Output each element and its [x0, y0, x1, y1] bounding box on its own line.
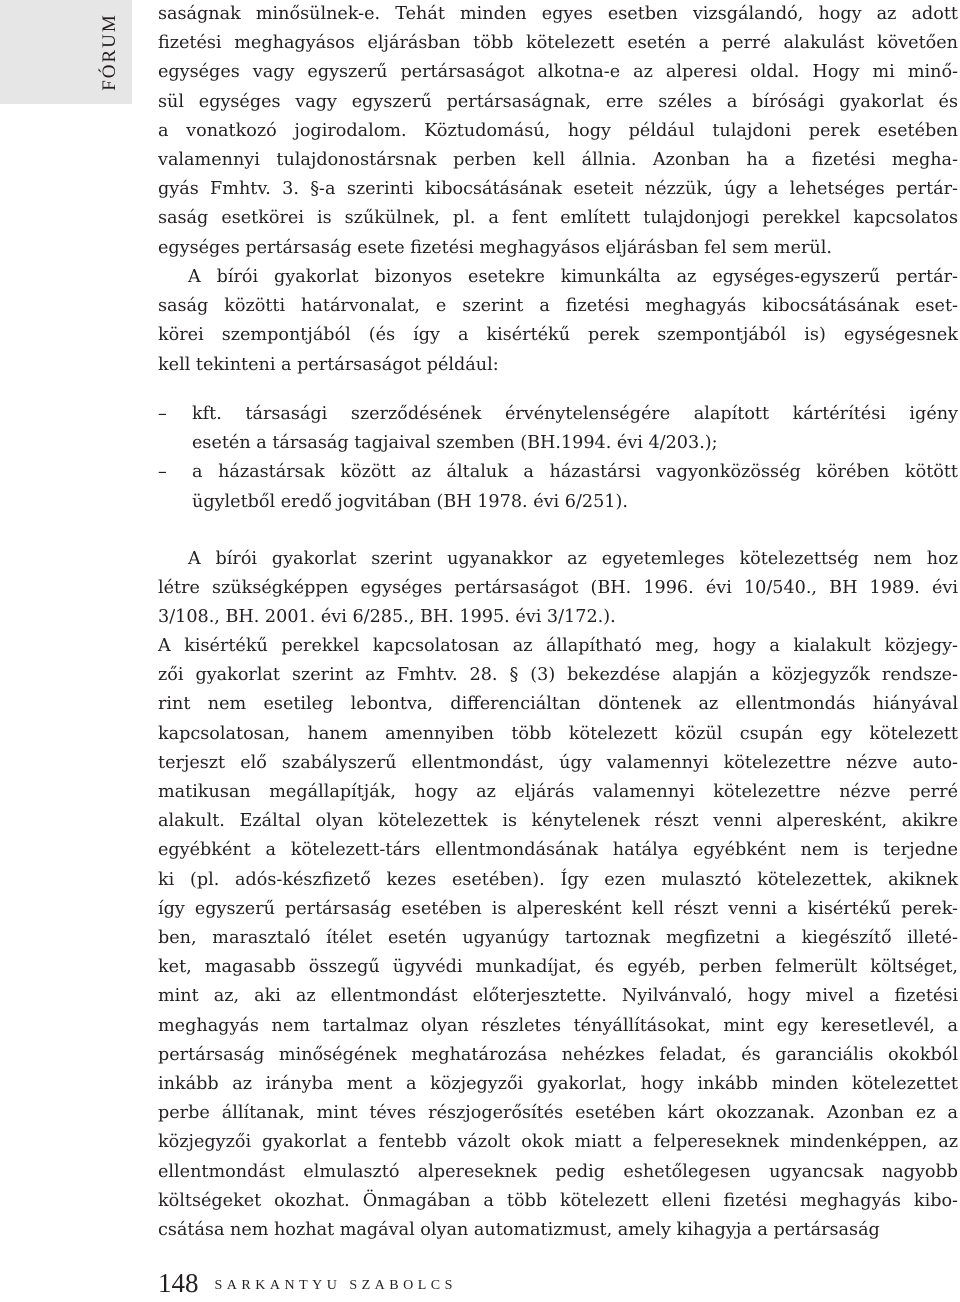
text-line: meghagyás nem tartalmaz olyan részletes tényállításokat, mint egy keresetlevél, a — [158, 1015, 958, 1036]
list-item — [158, 400, 958, 458]
paragraph-continued — [158, 0, 958, 263]
text-line: saság közötti határvonalat, e szerint a fizetési meghagyás kibocsátásának eset- — [158, 296, 958, 317]
text-line: valamennyi tulajdonostársnak perben kell állnia. Azonban ha a fizetési megha- — [158, 150, 958, 171]
paragraph-joint-liability — [158, 545, 958, 633]
text-line: A bírói gyakorlat szerint ugyanakkor az egyetemleges kötelezettség nem hoz — [188, 549, 958, 569]
text-line: költségeket okozhat. Önmagában a több kötelezett elleni fizetési meghagyás kibo- — [158, 1190, 958, 1211]
text-line: kell tekinteni a pertársaságot például: — [158, 354, 499, 375]
text-line: mint az, aki az ellentmondást előterjesztette. Nyilvánvaló, hogy mivel a fizetési — [158, 986, 958, 1007]
text-line: ket, magasabb összegű ügyvédi munkadíjat, és egyéb, perben felmerült költséget, — [158, 957, 958, 978]
text-line: pertársaság minőségének meghatározása nehézkes feladat, és garanciális okokból — [158, 1044, 958, 1065]
list-item-line: kft. társasági szerződésének érvénytelenségére alapított kártérítési igény — [192, 404, 958, 424]
text-line: saságnak minősülnek-e. Tehát minden egyes esetben vizsgálandó, hogy az adott — [158, 4, 958, 24]
section-tab-label: FÓRUM — [99, 13, 120, 91]
text-line: matikusan megállapítják, hogy az eljárás valamennyi kötelezettre nézve perré — [158, 782, 958, 803]
list-item-line: ügyletből eredő jogvitában (BH 1978. évi 6/251). — [192, 491, 628, 512]
text-line: saság esetkörei is szűkülnek, pl. a fent említett tulajdonjogi perekkel kapcsolatos — [158, 208, 958, 229]
paragraph-small-claims — [158, 632, 958, 1245]
page-footer — [158, 1268, 457, 1299]
list-item-line: esetén a társaság tagjaival szemben (BH.1994. évi 4/203.); — [192, 433, 718, 454]
text-line: egyébként a kötelezett-társ ellentmondásának hatálya egyébként nem is terjedne — [158, 840, 958, 861]
page-number: 148 — [158, 1268, 199, 1298]
text-line: létre szükségképpen egységes pertársaságot (BH. 1996. évi 10/540., BH 1989. évi — [158, 578, 958, 599]
text-line: így egyszerű pertársaság esetében is alperesként kell részt venni a kisértékű perek- — [158, 898, 958, 919]
text-line: körei szempontjából (és így a kisértékű perek szempontjából is) egységesnek — [158, 325, 958, 346]
list-dash: – — [158, 462, 167, 483]
text-line: közjegyzői gyakorlat a fentebb vázolt okok miatt a felpereseknek mindenképpen, az — [158, 1132, 958, 1153]
text-line: kapcsolatosan, hanem amennyiben több kötelezett közül csupán egy kötelezett — [158, 723, 958, 744]
text-line: ben, marasztaló ítélet esetén ugyanúgy tartoznak megfizetni a kiegészítő illeté- — [158, 928, 958, 949]
text-line: perbe állítanak, mint téves részjogerősítés esetében kárt okozzanak. Azonban ez a — [158, 1103, 958, 1124]
text-line: sül egységes vagy egyszerű pertársaságnak, erre széles a bírósági gyakorlat és — [158, 91, 958, 112]
text-line: egységes vagy egyszerű pertársaságot alkotna-e az alperesi oldal. Hogy mi minő- — [158, 62, 958, 83]
section-tab — [0, 0, 132, 104]
list-dash: – — [158, 404, 167, 424]
list-item-line: a házastársak között az általuk a házastársi vagyonközösség körében kötött — [192, 462, 958, 483]
text-line: 3/108., BH. 2001. évi 6/285., BH. 1995. évi 3/172.). — [158, 607, 616, 628]
text-line: inkább az irányba ment a közjegyzői gyakorlat, hogy inkább minden kötelezettet — [158, 1074, 958, 1095]
text-line: A bírói gyakorlat bizonyos esetekre kimunkálta az egységes-egyszerű pertár- — [188, 267, 958, 287]
case-list — [158, 400, 958, 517]
text-line: zői gyakorlat szerint az Fmhtv. 28. § (3) bekezdése alapján a közjegyzők rendsze- — [158, 665, 958, 686]
text-line: egységes pertársaság esete fizetési meghagyásos eljárásban fel sem merül. — [158, 237, 832, 258]
author-name: SARKANTYU SZABOLCS — [214, 1278, 457, 1293]
list-item — [158, 458, 958, 516]
text-line: rint nem esetileg lebontva, differenciáltan döntenek az ellentmondás hiányával — [158, 694, 958, 715]
text-line: ki (pl. adós-készfizető kezes esetében). Így ezen mulasztó kötelezettek, akiknek — [158, 869, 958, 890]
text-line: fizetési meghagyásos eljárásban több kötelezett esetén a perré alakulást követően — [158, 33, 958, 54]
text-line: terjeszt elő szabályszerű ellentmondást, úgy valamennyi kötelezettre nézve auto- — [158, 752, 958, 773]
text-line: ellentmondást elmulasztó alpereseknek pedig eshetőlegesen ugyancsak nagyobb — [158, 1161, 958, 1182]
text-line: alakult. Ezáltal olyan kötelezettek is kénytelenek részt venni alperesként, akikre — [158, 811, 958, 832]
paragraph-case-law-intro — [158, 263, 958, 380]
text-line: csátása nem hozhat magával olyan automatizmust, amely kihagyja a pertársaság — [158, 1220, 880, 1241]
text-line: gyás Fmhtv. 3. §-a szerinti kibocsátásának eseteit nézzük, úgy a lehetséges pertár- — [158, 179, 958, 200]
text-line: A kisértékű perekkel kapcsolatosan az állapítható meg, hogy a kialakult közjegy- — [158, 636, 958, 656]
text-line: a vonatkozó jogirodalom. Köztudomású, hogy például tulajdoni perek esetében — [158, 120, 958, 141]
